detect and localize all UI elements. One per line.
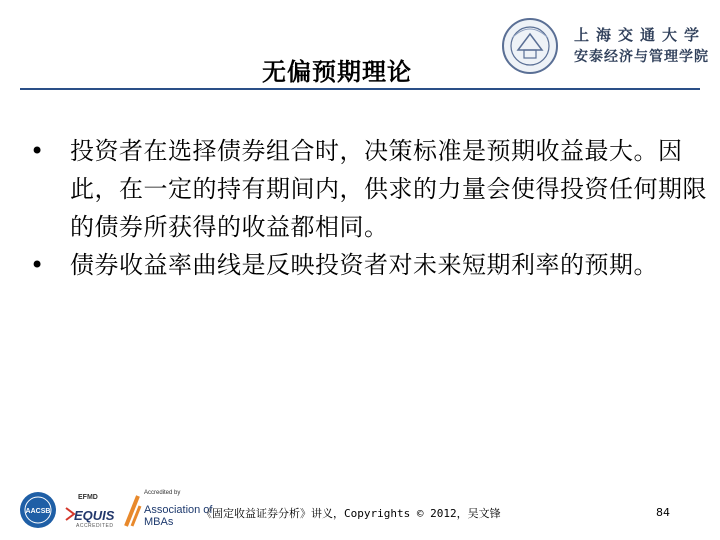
equis-logo: [64, 494, 124, 528]
bullet-text: 债券收益率曲线是反映投资者对未来短期利率的预期。: [70, 251, 658, 279]
bullet-icon: •: [30, 251, 45, 279]
page-number: 84: [656, 506, 670, 519]
bullet-text: 投资者在选择债券组合时，决策标准是预期收益最大。因此，在一定的持有期间内，供求的力量会使得投资任何期限的债券所获得的收益都相同。: [70, 137, 707, 241]
university-seal-icon: [500, 16, 560, 76]
amba-mark-icon: [124, 494, 142, 528]
school-name: 安泰经济与管理学院: [574, 49, 709, 65]
footer-copyright: 《固定收益证券分析》讲义，Copyrights © 2012，吴文锋: [201, 507, 501, 520]
bullet-icon: •: [30, 137, 45, 165]
equis-label: EQUIS: [74, 508, 115, 523]
bullet-item: [28, 132, 708, 246]
amba-accredited-label: Accredited by: [144, 490, 181, 496]
university-name: 上海交通大学: [574, 26, 707, 44]
aacsb-label: AACSB: [25, 508, 51, 515]
title-divider: [20, 88, 700, 90]
efmd-label: EFMD: [78, 494, 98, 501]
university-logo: [500, 16, 710, 76]
amba-name-label: Association of MBAs: [144, 504, 213, 528]
bullet-item: [28, 246, 708, 284]
accreditation-logos: [18, 488, 213, 534]
equis-sub-label: ACCREDITED: [76, 523, 114, 529]
slide-content: [28, 132, 708, 284]
aacsb-logo-icon: [18, 490, 58, 530]
slide-title: 无偏预期理论: [262, 57, 412, 86]
